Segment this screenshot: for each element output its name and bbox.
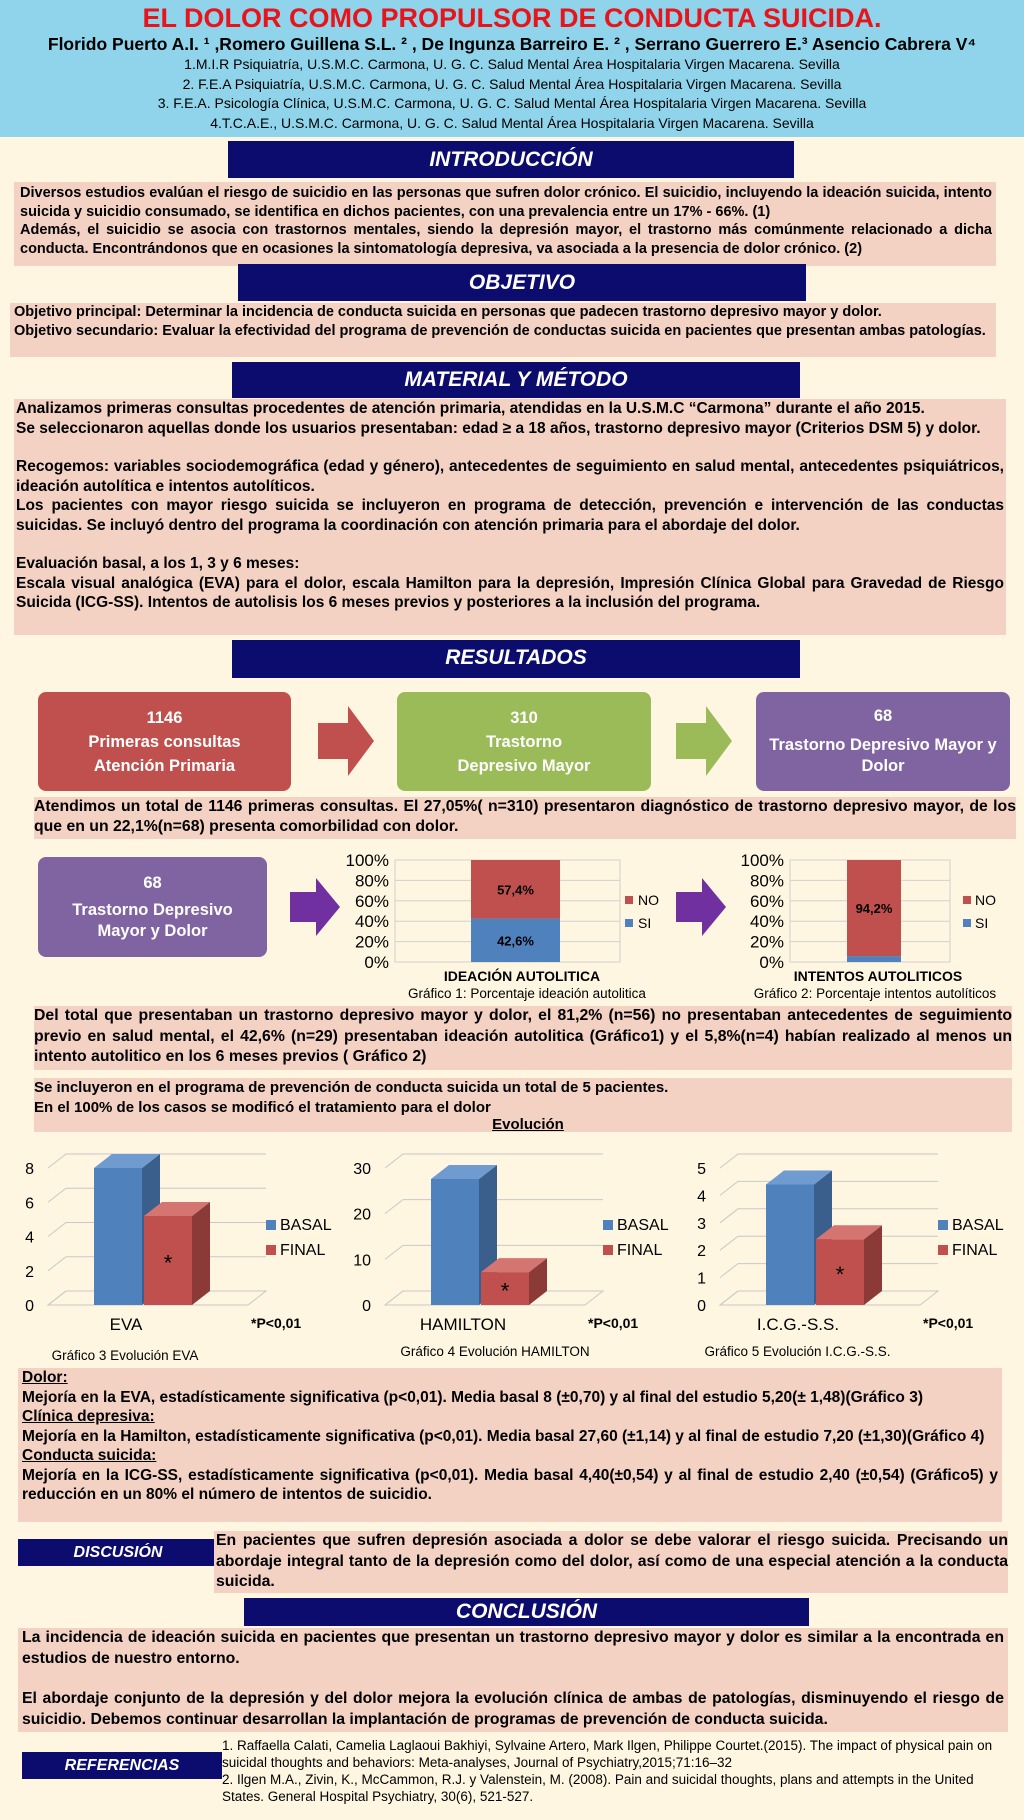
y-tick-label: 0 — [697, 1298, 706, 1315]
legend-label-si: SI — [638, 915, 652, 931]
dolor-text: Mejoría en la EVA, estadísticamente significativa (p<0,01). Media basal 8 (±0,70) y al final del estudio 5,20(± 1,48)(Gráfico 3) — [22, 1388, 923, 1406]
legend-label-si: SI — [975, 915, 989, 931]
metodo-heading: MATERIAL Y MÉTODO — [232, 362, 800, 398]
chart3-caption: Gráfico 3 Evolución EVA — [51, 1348, 199, 1363]
conducta-heading: Conducta suicida: — [22, 1447, 157, 1464]
metodo-p2: Se seleccionaron aquellas donde los usuarios presentaban: edad ≥ a 18 años, trastorno depresivo mayor (Criterios DSM 5) y dolor. — [16, 419, 981, 437]
conclusion-p2: El abordaje conjunto de la depresión y del dolor mejora la evolución clínica de ambas de patologías, disminuyendo el riesgo de suicidio. Debemos continuar desarrollan la implantación de programas de prevención de conducta suicida. — [22, 1690, 1004, 1728]
box-68-number: 68 — [143, 873, 162, 892]
metodo-p4: Los pacientes con mayor riesgo suicida se incluyeron en programa de detección, prevención e intervención de las conductas suicidas. Se incluyó dentro del programa la coordinación con atención primaria para el abordaje del dolor. — [16, 497, 1004, 534]
objetivo-heading: OBJETIVO — [238, 264, 806, 301]
affiliation-1: 1.M.I.R Psiquiatría, U.S.M.C. Carmona, U. G. C. Salud Mental Área Hospitalaria Virgen Macarena. Sevilla — [184, 56, 840, 72]
legend-swatch-si — [625, 919, 633, 927]
legend-swatch-basal — [266, 1220, 276, 1230]
flow-box-2-line-1: Trastorno — [485, 732, 563, 751]
intro-paragraph-1: Diversos estudios evalúan el riesgo de suicidio en las personas que sufren dolor crónico. El suicidio, incluyendo la ideación suicida, intento suicida y suicidio consumado, se identifica en dichos pacientes, con una prevalencia entre un 17% - 66%. (1) — [20, 185, 992, 220]
poster-title: EL DOLOR COMO PROPULSOR DE CONDUCTA SUICIDA. — [142, 3, 882, 33]
box-68-line-2: Mayor y Dolor — [97, 921, 208, 940]
x-category-label: HAMILTON — [419, 1315, 507, 1334]
bar-basal — [94, 1168, 142, 1305]
affiliation-2: 2. F.E.A Psiquiatría, U.S.M.C. Carmona, U. G. C. Salud Mental Área Hospitalaria Virgen Macarena. Sevilla — [182, 75, 842, 92]
legend-swatch-basal — [603, 1220, 613, 1230]
y-tick-label: 0 — [25, 1298, 34, 1315]
metodo-p1: Analizamos primeras consultas procedentes de atención primaria, atendidas en la U.S.M.C “Carmona” durante el año 2015. — [16, 400, 925, 417]
y-tick-label: 3 — [697, 1215, 706, 1233]
conducta-text: Mejoría en la ICG-SS, estadísticamente significativa (p<0,01). Media basal 4,40(±0,54) y al final de estudio 2,40 (±0,54) (Gráfico5) y reducción en un 80% el número de intentos de suicidio. — [22, 1466, 998, 1503]
chart5-caption: Gráfico 5 Evolución I.C.G.-S.S. — [704, 1344, 891, 1359]
clinica-text: Mejoría en la Hamilton, estadísticamente significativa (p<0,01). Media basal 27,60 (±1,14) y al final de estudio 7,20 (±1,30)(Gráfico 4) — [22, 1427, 985, 1445]
legend-label-basal: BASAL — [280, 1217, 332, 1234]
programa-p1: Se incluyeron en el programa de prevención de conducta suicida un total de 5 pacientes. — [34, 1079, 669, 1096]
x-category-label: I.C.G.-S.S. — [756, 1315, 840, 1334]
significance-marker: * — [163, 1250, 173, 1276]
box-68-line-1: Trastorno Depresivo — [72, 900, 233, 919]
legend-swatch-final — [603, 1245, 613, 1255]
discusion-text: En pacientes que sufren depresión asociada a dolor se debe valorar el riesgo suicida. Precisando un abordaje integral tanto de la depresión como del dolor, así como de una especial atención a la conducta suicida. — [214, 1531, 1008, 1593]
legend-swatch-si — [963, 919, 971, 927]
y-tick-label: 20% — [749, 932, 784, 952]
programa-p2: En el 100% de los casos se modificó el tratamiento para el dolor — [34, 1098, 491, 1116]
chart2-caption: Gráfico 2: Porcentaje intentos autolíticos — [753, 986, 997, 1001]
box-68-tdm-dolor — [38, 857, 267, 957]
gridline — [720, 1154, 938, 1168]
flow-box-3-line-2: Dolor — [861, 757, 905, 775]
objetivo-principal: Objetivo principal: Determinar la incidencia de conducta suicida en personas que padecen trastorno depresivo mayor y dolor. — [14, 304, 882, 320]
referencias-heading: REFERENCIAS — [22, 1752, 222, 1779]
metodo-p3: Recogemos: variables sociodemográfica (edad y género), antecedentes de seguimiento en salud mental, antecedentes psiquiátricos, ideación autolítica e intentos autolíticos. — [16, 458, 1004, 495]
dolor-heading: Dolor: — [22, 1369, 68, 1386]
y-tick-label: 0 — [362, 1298, 371, 1315]
conclusion-heading: CONCLUSIÓN — [244, 1598, 809, 1626]
evolucion-heading: Evolución — [492, 1116, 564, 1133]
y-tick-label: 4 — [697, 1188, 706, 1206]
x-category-label: EVA — [109, 1315, 143, 1334]
intro-paragraph-2: Además, el suicidio se asocia con trastornos mentales, siendo la depresión mayor, el trastorno más comúnmente relacionado a dicha conducta. Encontrándonos que en ocasiones la sintomatología depresiva, va asociada a la presencia de dolor crónico. (2) — [20, 222, 992, 257]
flow-arrow-1-icon — [318, 706, 374, 776]
y-tick-label: 8 — [25, 1161, 34, 1178]
purple-arrow-1-icon — [290, 878, 340, 936]
y-tick-label: 5 — [697, 1161, 706, 1178]
flow-box-1-number: 1146 — [146, 708, 183, 727]
conclusion-section — [18, 1628, 1008, 1732]
resultados-p2: Del total que presentaban un trastorno depresivo mayor y dolor, el 81,2% (n=56) no presentaban antecedentes de seguimiento previo en salud mental, el 42,6% (n=29) presentaban ideación autolitica (Gráfico1) y el 5,8%(n=4) habían realizado al menos un intento autolitico en los 6 meses previos ( Gráfico 2) — [34, 1006, 1012, 1070]
chart2-legend — [963, 892, 996, 931]
y-tick-label: 30 — [353, 1161, 371, 1178]
bar-basal — [766, 1184, 814, 1305]
y-tick-label: 80% — [354, 871, 389, 891]
legend-label-final: FINAL — [952, 1242, 998, 1259]
chart-evolucion-icg — [680, 1140, 1020, 1365]
legend-swatch-no — [963, 896, 971, 904]
flow-arrow-2-icon — [676, 706, 732, 776]
conclusion-p1: La incidencia de ideación suicida en pacientes que presentan un trastorno depresivo mayor y dolor es similar a la encontrada en estudios de nuestro entorno. — [22, 1629, 1004, 1667]
legend-label-no: NO — [975, 892, 996, 908]
evolucion-results — [18, 1368, 1002, 1522]
chart1-title: IDEACIÓN AUTOLITICA — [443, 968, 601, 984]
legend-swatch-final — [938, 1245, 948, 1255]
p-value-note: *P<0,01 — [588, 1315, 639, 1331]
metodo-p5: Evaluación basal, a los 1, 3 y 6 meses: — [16, 555, 300, 572]
resultados-heading: RESULTADOS — [232, 640, 800, 678]
legend-label-no: NO — [638, 892, 659, 908]
poster-header — [0, 0, 1024, 137]
objetivo-secundario: Objetivo secundario: Evaluar la efectividad del programa de prevención de conductas suicida en pacientes que presentan ambas patologías. — [14, 322, 986, 339]
chart2-title: INTENTOS AUTOLITICOS — [793, 968, 963, 984]
reference-1: 1. Raffaella Calati, Camelia Laglaoui Bakhiyi, Sylvaine Artero, Mark Ilgen, Philippe Courtet.(2015). The impact of physical pain on suicidal thoughts and behaviors: Meta-analyses, Journal of Psychiatry,2015;71:16–32 — [222, 1738, 993, 1770]
data-label-si: 42,6% — [497, 933, 534, 949]
y-tick-label: 80% — [749, 871, 784, 891]
chart-evolucion-hamilton — [345, 1140, 685, 1365]
chart4-caption: Gráfico 4 Evolución HAMILTON — [400, 1344, 590, 1359]
y-tick-label: 20 — [353, 1206, 371, 1224]
flow-box-1-line-2: Atención Primaria — [93, 756, 236, 775]
y-tick-label: 2 — [697, 1243, 706, 1261]
legend-label-basal: BASAL — [617, 1217, 669, 1234]
significance-marker: * — [835, 1262, 845, 1288]
legend-swatch-basal — [938, 1220, 948, 1230]
flow-box-2-line-2: Depresivo Mayor — [457, 756, 591, 775]
y-tick-label: 20% — [354, 932, 389, 952]
intro-section — [14, 182, 996, 266]
y-tick-label: 4 — [25, 1229, 34, 1247]
affiliation-3: 3. F.E.A. Psicología Clínica, U.S.M.C. Carmona, U. G. C. Salud Mental Área Hospitalaria Virgen Macarena. Sevilla — [157, 95, 867, 111]
reference-2: 2. Ilgen M.A., Zivin, K., McCammon, R.J. y Valenstein, M. (2008). Pain and suicidal thoughts, plans and attempts in the United States. General Hospital Psychiatry, 30(6), 521-527. — [222, 1772, 974, 1804]
data-label-no: 57,4% — [497, 882, 534, 898]
y-tick-label: 10 — [353, 1252, 371, 1270]
y-tick-label: 6 — [25, 1195, 34, 1213]
significance-marker: * — [500, 1278, 510, 1304]
intro-heading: INTRODUCCIÓN — [228, 141, 794, 178]
data-label-no: 94,2% — [855, 901, 893, 917]
authors: Florido Puerto A.I. ¹ ,Romero Guillena S.L. ² , De Ingunza Barreiro E. ² , Serrano Guerrero E.³ Asencio Cabrera V⁴ — [47, 34, 977, 54]
metodo-section — [14, 399, 1006, 635]
bar-side-final — [192, 1202, 210, 1305]
y-tick-label: 40% — [354, 912, 389, 932]
resultados-p1: Atendimos un total de 1146 primeras consultas. El 27,05%( n=310) presentaron diagnóstico de trastorno depresivo mayor, de los que en un 22,1%(n=68) presenta comorbilidad con dolor. — [34, 797, 1016, 839]
legend-label-basal: BASAL — [952, 1217, 1004, 1234]
bar-basal — [431, 1179, 479, 1305]
affiliation-4: 4.T.C.A.E., U.S.M.C. Carmona, U. G. C. Salud Mental Área Hospitalaria Virgen Macarena. Sevilla — [210, 114, 814, 131]
chart1-legend — [625, 892, 659, 931]
chart-ideacion-autolitica — [340, 848, 690, 968]
y-tick-label: 0% — [759, 953, 784, 968]
legend-label-final: FINAL — [280, 1242, 326, 1259]
y-tick-label: 100% — [345, 851, 389, 870]
flow-box-2-number: 310 — [510, 708, 538, 727]
flow-box-trastorno-depresivo — [397, 692, 651, 791]
metodo-p6: Escala visual analógica (EVA) para el dolor, escala Hamilton para la depresión, Impresión Clínica Global para Gravedad de Riesgo Suicida (ICG-SS). Intentos de autolisis los 6 meses previos y posteriores a la inclusión del programa. — [16, 574, 1004, 611]
y-tick-label: 0% — [364, 953, 389, 968]
chart-evolucion-eva — [8, 1140, 348, 1365]
y-tick-label: 40% — [749, 912, 784, 932]
clinica-heading: Clínica depresiva: — [22, 1408, 155, 1425]
y-tick-label: 60% — [749, 891, 784, 911]
flow-box-tdm-dolor — [756, 692, 1010, 791]
y-tick-label: 100% — [740, 851, 784, 870]
bar-side-final — [864, 1225, 882, 1305]
chart1-caption: Gráfico 1: Porcentaje ideación autolitica — [408, 986, 646, 1001]
flow-box-3-line-1: Trastorno Depresivo Mayor y — [769, 736, 997, 754]
bar-segment-si — [847, 956, 901, 962]
y-tick-label: 1 — [697, 1270, 706, 1288]
legend-swatch-no — [625, 896, 633, 904]
y-tick-label: 2 — [25, 1263, 34, 1281]
chart-intentos-autoliticos — [735, 848, 1020, 968]
discusion-heading: DISCUSIÓN — [18, 1539, 218, 1566]
legend-swatch-final — [266, 1245, 276, 1255]
y-tick-label: 60% — [354, 891, 389, 911]
flow-box-1-line-1: Primeras consultas — [88, 732, 241, 751]
referencias-list — [222, 1737, 998, 1805]
flow-box-3-number: 68 — [873, 707, 893, 725]
p-value-note: *P<0,01 — [923, 1315, 974, 1331]
flow-box-primeras-consultas — [38, 692, 291, 791]
purple-arrow-2-icon — [676, 878, 726, 936]
legend-label-final: FINAL — [617, 1242, 663, 1259]
objetivo-section — [10, 303, 996, 357]
p-value-note: *P<0,01 — [251, 1315, 302, 1331]
